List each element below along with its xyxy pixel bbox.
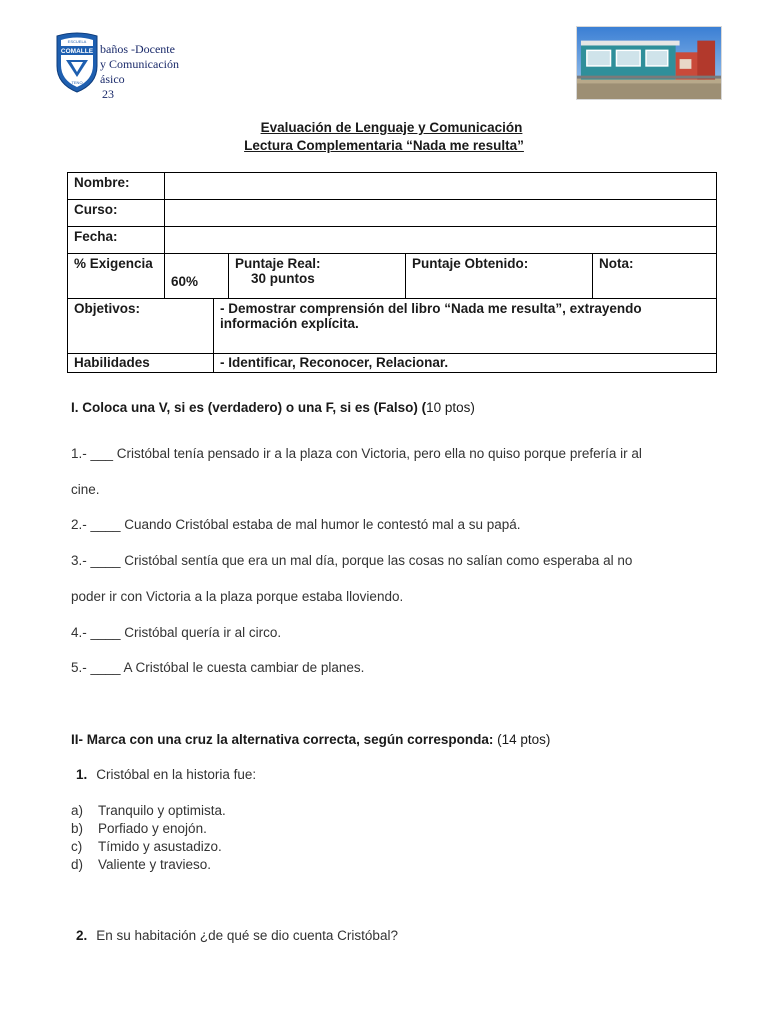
- nombre-field[interactable]: [165, 173, 717, 200]
- title-line-1: Evaluación de Lenguaje y Comunicación: [260, 120, 523, 135]
- section-1-points: 10 ptos): [426, 400, 475, 415]
- tf-item-1: 1.- ___ Cristóbal tenía pensado ir a la plaza con Victoria, pero ella no quiso porque prefería ir al: [71, 446, 642, 461]
- tf-item-5: 5.- ____ A Cristóbal le cuesta cambiar de planes.: [71, 660, 365, 675]
- fecha-label: Fecha:: [68, 227, 165, 254]
- curso-label: Curso:: [68, 200, 165, 227]
- objectives-table: [67, 298, 717, 373]
- option-letter: c): [71, 839, 83, 854]
- tf-item-4: 4.- ____ Cristóbal quería ir al circo.: [71, 625, 282, 640]
- option-text: Valiente y travieso.: [98, 857, 212, 872]
- option-letter: a): [71, 803, 84, 818]
- section-2-heading: [71, 732, 550, 747]
- student-info-table: [67, 172, 717, 299]
- nombre-label: Nombre:: [68, 173, 165, 200]
- puntaje-real-cell: [229, 254, 406, 299]
- school-logo: [54, 32, 100, 94]
- option-text: Tímido y asustadizo.: [98, 839, 222, 854]
- mc-option-b[interactable]: [71, 821, 207, 836]
- school-photo: [576, 26, 722, 100]
- mc-question-1-number: 1.: [76, 767, 88, 782]
- section-1-heading: [71, 400, 475, 415]
- header-line: ásico: [100, 72, 125, 86]
- mc-question-2-text: En su habitación ¿de qué se dio cuenta Cristóbal?: [96, 928, 398, 943]
- option-letter: b): [71, 821, 84, 836]
- section-2-instruction: II- Marca con una cruz la alternativa correcta, según corresponda:: [71, 732, 494, 747]
- puntaje-obtenido-label: Puntaje Obtenido:: [406, 254, 593, 299]
- title-line-2: Lectura Complementaria “Nada me resulta”: [244, 138, 524, 153]
- option-text: Tranquilo y optimista.: [98, 803, 226, 818]
- header-line: y Comunicación: [100, 57, 179, 71]
- document-title: [0, 119, 768, 155]
- logo-text-escuela: ESCUELA: [67, 39, 87, 44]
- exigencia-label: % Exigencia: [68, 254, 165, 299]
- tf-item-3: 3.- ____ Cristóbal sentía que era un mal día, porque las cosas no salían como esperaba al no: [71, 553, 633, 568]
- tf-item-1-cont: cine.: [71, 482, 100, 497]
- puntaje-real-label: Puntaje Real:: [235, 256, 321, 271]
- tf-item-3-cont: poder ir con Victoria a la plaza porque estaba lloviendo.: [71, 589, 404, 604]
- objetivos-label: Objetivos:: [68, 299, 214, 354]
- puntaje-real-value: 30 puntos: [251, 271, 315, 286]
- header-line: baños -Docente: [100, 42, 175, 56]
- mc-question-1-text: Cristóbal en la historia fue:: [96, 767, 257, 782]
- option-letter: d): [71, 857, 84, 872]
- curso-field[interactable]: [165, 200, 717, 227]
- header-line: 23: [102, 87, 114, 101]
- section-2-points: (14 ptos): [493, 732, 551, 747]
- objetivos-value: [214, 299, 717, 354]
- logo-text-teno: TENO: [71, 80, 83, 85]
- habilidades-value: - Identificar, Reconocer, Relacionar.: [214, 354, 717, 373]
- mc-option-a[interactable]: [71, 803, 226, 818]
- mc-question-1: [76, 767, 256, 782]
- exigencia-value: 60%: [165, 254, 229, 299]
- nota-label: Nota:: [593, 254, 717, 299]
- mc-question-2-number: 2.: [76, 928, 88, 943]
- fecha-field[interactable]: [165, 227, 717, 254]
- mc-option-c[interactable]: [71, 839, 222, 854]
- logo-text-comalle: COMALLE: [60, 48, 94, 55]
- option-text: Porfiado y enojón.: [98, 821, 207, 836]
- header-info: [100, 42, 179, 102]
- habilidades-label: Habilidades: [68, 354, 214, 373]
- section-1-instruction: I. Coloca una V, si es (verdadero) o una F, si es (Falso) (: [71, 400, 427, 415]
- objetivos-line-2: información explícita.: [220, 316, 359, 331]
- objetivos-line-1: - Demostrar comprensión del libro “Nada me resulta”, extrayendo: [220, 301, 642, 316]
- tf-item-2: 2.- ____ Cuando Cristóbal estaba de mal humor le contestó mal a su papá.: [71, 517, 521, 532]
- mc-option-d[interactable]: [71, 857, 211, 872]
- mc-question-2: [76, 928, 398, 943]
